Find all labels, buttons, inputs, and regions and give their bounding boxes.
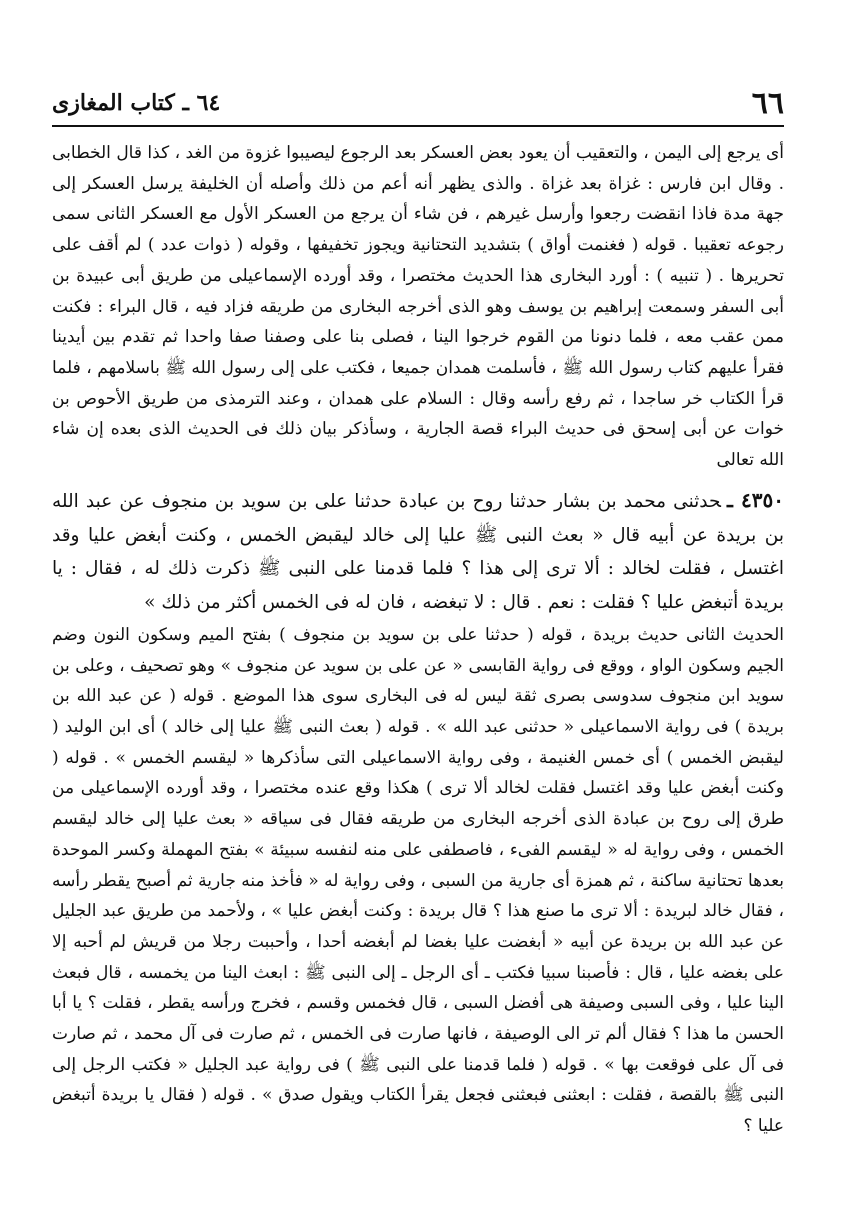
- commentary-paragraph-1: أى يرجع إلى اليمن ، والتعقيب أن يعود بعض العسكر بعد الرجوع ليصيبوا غزوة من الغد ، كذا قال الخطابى . وقال ابن فارس : غزاة بعد غزاة . والذى يظهر أنه أعم من ذلك وأصله أن الخليفة يرسل العسكر إلى جهة مدة فاذا انقضت رجعوا وأرسل غيرهم ، فن شاء أن يرجع من العسكر الأول مع العسكر الثانى سمى رجوعه تعقيبا . قوله ( فغنمت أواق ) بتشديد التحتانية ويجوز تخفيفها ، وقوله ( ذوات عدد ) لم أقف على تحريرها . ( تنبيه ) : أورد البخارى هذا الحديث مختصرا ، وقد أورده الإسماعيلى من طريق أبى عبيدة بن أبى السفر وسمعت إبراهيم بن يوسف وهو الذى أخرجه البخارى من طريقه فزاد فيه ، قال البراء : فكنت ممن عقب معه ، فلما دنونا من القوم خرجوا الينا ، فصلى بنا على وصفنا صفا واحدا ثم تقدم بين أيدينا فقرأ عليهم كتاب رسول الله ﷺ ، فأسلمت همدان جميعا ، فكتب على إلى رسول الله ﷺ باسلامهم ، فلما قرأ الكتاب خر ساجدا ، ثم رفع رأسه وقال : السلام على همدان ، وعند الترمذى من طريق الأحوص بن خوات عن أبى إسحق فى حديث البراء قصة الجارية ، وسأذكر بيان ذلك فى الحديث الذى بعده إن شاء الله تعالى: [52, 143, 784, 471]
- running-title: ٦٤ ـ كتاب المغازى: [52, 90, 221, 116]
- page-number: ٦٦: [751, 85, 784, 121]
- hadith-text: [52, 484, 784, 620]
- page-body: [52, 138, 784, 1142]
- hadith-number: ٤٣٥٠ ـ: [726, 487, 784, 512]
- hadith-body: حدثنى محمد بن بشار حدثنا روح بن عبادة حدثنا على بن سويد بن منجوف عن عبد الله بن بريدة عن أبيه قال « بعث النبى ﷺ عليا إلى خالد ليقبض الخمس ، وكنت أبغض عليا وقد اغتسل ، فقلت لخالد : ألا ترى إلى هذا ؟ فلما قدمنا على النبى ﷺ ذكرت ذلك له ، فقال : يا بريدة أتبغض عليا ؟ فقلت : نعم . قال : لا تبغضه ، فان له فى الخمس أكثر من ذلك »: [52, 490, 784, 614]
- header-rule: [52, 125, 784, 127]
- commentary-paragraph-2: الحديث الثانى حديث بريدة ، قوله ( حدثنا على بن سويد بن منجوف ) بفتح الميم وسكون النون وضم الجيم وسكون الواو ، ووقع فى رواية القابسى « عن على بن سويد عن منجوف » وهو تصحيف ، وعلى بن سويد ابن منجوف سدوسى بصرى ثقة ليس له فى البخارى سوى هذا الموضع . قوله ( عن عبد الله بن بريدة ) فى رواية الاسماعيلى « حدثنى عبد الله » . قوله ( بعث النبى ﷺ عليا إلى خالد ) أى ابن الوليد ( ليقبض الخمس ) أى خمس الغنيمة ، وفى رواية الاسماعيلى التى سأذكرها « ليقسم الخمس » . قوله ( وكنت أبغض عليا وقد اغتسل فقلت لخالد ألا ترى ) هكذا وقع عنده مختصرا ، وقد أورده الإسماعيلى من طرق إلى روح بن عبادة الذى أخرجه البخارى من طريقه فقال فى سياقه « بعث عليا إلى خالد ليقسم الخمس ، وفى رواية له « ليقسم الفىء ، فاصطفى على منه لنفسه سبيئة » بفتح المهملة وكسر الموحدة بعدها تحتانية ساكنة ، ثم همزة أى جارية من السبى ، وفى رواية له « فأخذ منه جارية ثم أصبح يقطر رأسه ، فقال خالد لبريدة : ألا ترى ما صنع هذا ؟ قال بريدة : وكنت أبغض عليا » ، ولأحمد من طريق عبد الجليل عن عبد الله بن بريدة عن أبيه « أبغضت عليا بغضا لم أبغضه أحدا ، وأحببت رجلا من قريش لم أحبه إلا على بغضه عليا ، قال : فأصبنا سبيا فكتب ـ أى الرجل ـ إلى النبى ﷺ : ابعث الينا من يخمسه ، قال فبعث الينا عليا ، وفى السبى وصيفة هى أفضل السبى ، قال فخمس وقسم ، فخرج ورأسه يقطر ، فقلت ؟ يا أبا الحسن ما هذا ؟ فقال ألم تر الى الوصيفة ، فانها صارت فى الخمس ، ثم صارت فى آل محمد ، ثم صارت فى آل على فوقعت بها » . قوله ( فلما قدمنا على النبى ﷺ ) فى رواية عبد الجليل « فكتب الرجل إلى النبى ﷺ بالقصة ، فقلت : ابعثنى فبعثنى فجعل يقرأ الكتاب ويقول صدق » . قوله ( فقال يا بريدة أتبغض عليا ؟: [52, 624, 784, 1137]
- page-header: [52, 84, 784, 122]
